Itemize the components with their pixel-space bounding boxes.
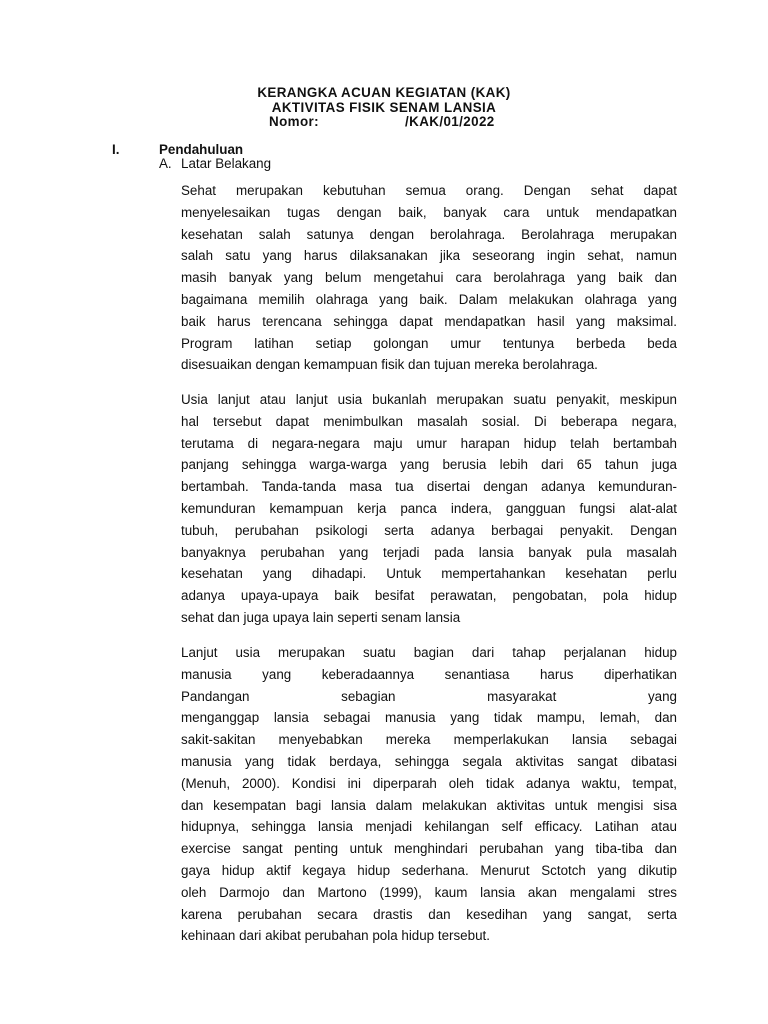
paragraph-line: manusia yang tidak berdaya, sehingga segala aktivitas sangat dibatasi [181,753,677,769]
paragraph-line: exercise sangat penting untuk menghindari perubahan yang tiba-tiba dan [181,841,677,857]
paragraph-line: tubuh, perubahan psikologi serta adanya berbagai penyakit. Dengan [181,522,677,538]
paragraph-line: terutama di negara-negara maju umur harapan hidup telah bertambah [181,435,677,451]
subsection-letter: A. [159,156,172,171]
paragraph-line: Pandangan sebagian masyarakat yang [181,688,677,704]
paragraph-line: baik harus terencana sehingga dapat mendapatkan hasil yang maksimal. [181,313,677,329]
subsection-title: Latar Belakang [181,156,272,171]
paragraph-line: bagaimana memilih olahraga yang baik. Dalam melakukan olahraga yang [181,291,677,307]
paragraph-line: disesuaikan dengan kemampuan fisik dan tujuan mereka berolahraga. [181,357,598,373]
section-title: Pendahuluan [159,142,244,157]
paragraph-line: karena perubahan secara drastis dan kesedihan yang sangat, serta [181,906,677,922]
paragraph-line: kesehatan yang dihadapi. Untuk mempertahankan kesehatan perlu [181,566,677,582]
paragraph-line: hal tersebut dapat menimbulkan masalah sosial. Di beberapa negara, [181,413,677,429]
paragraph-line: kemunduran kemampuan kerja panca indera, gangguan fungsi alat-alat [181,500,677,516]
paragraph-line: oleh Darmojo dan Martono (1999), kaum lansia akan mengalami stres [181,884,677,900]
paragraph-line: panjang sehingga warga-warga yang berusia lebih dari 65 tahun juga [181,457,677,473]
paragraph [181,642,677,947]
paragraph-line: bertambah. Tanda-tanda masa tua disertai dengan adanya kemunduran- [181,479,677,495]
paragraph-line: banyaknya perubahan yang terjadi pada lansia banyak pula masalah [181,544,677,560]
paragraph-line: Sehat merupakan kebutuhan semua orang. Dengan sehat dapat [181,183,677,198]
document-number-label: Nomor: [269,114,320,129]
paragraph-line: dan kesempatan bagi lansia dalam melakukan aktivitas untuk mengisi sisa [181,797,677,813]
paragraph-line: (Menuh, 2000). Kondisi ini diperparah oleh tidak adanya waktu, tempat, [181,775,677,791]
paragraph [181,389,677,629]
document-number [0,115,768,130]
document-subtitle: AKTIVITAS FISIK SENAM LANSIA [271,99,497,115]
paragraph [181,180,677,376]
document-title-block [0,86,768,130]
paragraph-line: Usia lanjut atau lanjut usia bukanlah merupakan suatu penyakit, meskipun [181,392,677,407]
paragraph-line: gaya hidup aktif kegaya hidup sederhana. Menurut Sctotch yang dikutip [181,862,677,878]
paragraph-line: hidupnya, sehingga lansia menjadi kehilangan self efficacy. Latihan atau [181,819,677,835]
section-number: I. [112,142,120,157]
document-number-value: /KAK/01/2022 [405,114,495,129]
paragraph-line: Program latihan setiap golongan umur tentunya berbeda beda [181,335,677,351]
paragraph-line: kehinaan dari akibat perubahan pola hidup tersebut. [181,928,490,944]
paragraph-line: salah satu yang harus dilaksanakan jika seseorang ingin sehat, namun [181,248,677,264]
document-title: KERANGKA ACUAN KEGIATAN (KAK) [257,85,511,100]
paragraph-line: manusia yang keberadaannya senantiasa harus diperhatikan [181,666,677,682]
paragraph-line: menganggap lansia sebagai manusia yang tidak mampu, lemah, dan [181,710,677,726]
paragraph-line: sehat dan juga upaya lain seperti senam lansia [181,609,461,625]
paragraph-line: Lanjut usia merupakan suatu bagian dari tahap perjalanan hidup [181,645,677,660]
subsection-heading [159,156,271,172]
paragraph-line: kesehatan salah satunya dengan berolahraga. Berolahraga merupakan [181,226,677,242]
paragraph-line: masih banyak yang belum mengetahui cara berolahraga yang baik dan [181,270,677,286]
paragraph-line: menyelesaikan tugas dengan baik, banyak cara untuk mendapatkan [181,204,677,220]
paragraph-line: sakit-sakitan menyebabkan mereka memperlakukan lansia sebagai [181,732,677,748]
paragraph-line: adanya upaya-upaya baik besifat perawatan, pengobatan, pola hidup [181,588,677,604]
